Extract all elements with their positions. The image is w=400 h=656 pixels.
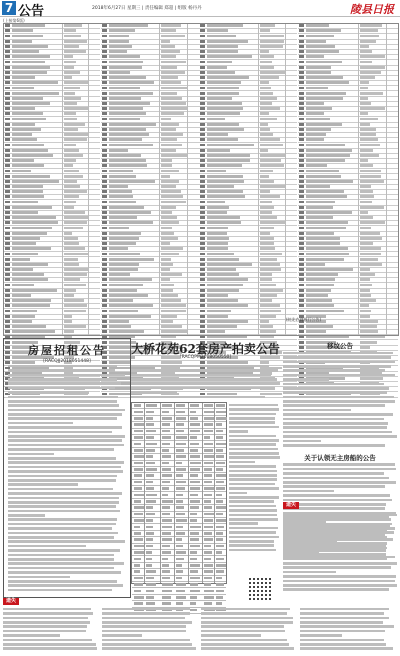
text-line — [229, 426, 279, 429]
text-line — [283, 527, 395, 530]
lost-notice-column — [300, 606, 394, 652]
text-line — [283, 584, 397, 587]
lost-notice-column — [201, 606, 295, 652]
text-line — [8, 523, 116, 526]
text-line — [283, 400, 395, 403]
text-line — [3, 630, 86, 633]
text-line — [229, 470, 277, 473]
text-line — [300, 612, 384, 615]
date-line: 2018年6月27日 星期三 | 责任编辑 郑超 | 组版 杨丹丹 — [92, 6, 202, 11]
text-line — [283, 545, 386, 548]
text-line — [229, 408, 279, 411]
text-line — [8, 505, 116, 508]
text-line — [283, 431, 392, 434]
text-line — [229, 413, 276, 416]
auction-property-table — [131, 402, 227, 584]
text-line — [102, 612, 190, 615]
text-line — [8, 422, 73, 425]
text-line — [283, 387, 389, 390]
text-line — [229, 531, 276, 534]
page-header — [0, 0, 400, 17]
text-line — [283, 580, 395, 583]
text-line — [283, 523, 392, 526]
text-line — [8, 540, 125, 543]
rental-notice-body — [8, 363, 126, 593]
text-line — [131, 365, 269, 368]
text-line — [3, 612, 93, 615]
text-line — [229, 443, 276, 446]
text-line — [8, 536, 114, 539]
text-line — [8, 378, 117, 381]
text-line — [3, 621, 90, 624]
text-line — [102, 621, 192, 624]
text-line — [283, 383, 384, 386]
text-line — [3, 639, 92, 642]
rental-notice-title: 房屋招租公告 — [28, 344, 106, 357]
text-line — [229, 435, 276, 438]
newspaper-logo: 陵县日报 — [350, 3, 394, 16]
text-line — [283, 409, 351, 412]
text-line — [8, 514, 45, 517]
text-line — [283, 566, 391, 569]
text-line — [8, 501, 119, 504]
text-line — [8, 554, 114, 557]
text-line — [229, 465, 276, 468]
text-line — [229, 492, 247, 495]
text-line — [201, 612, 287, 615]
text-line — [8, 488, 113, 491]
text-line — [8, 453, 54, 456]
text-line — [283, 518, 391, 521]
text-line — [283, 361, 395, 364]
text-line — [229, 456, 280, 459]
auction-notice-code: [RACQPM2018050550] — [179, 355, 232, 360]
text-line — [8, 391, 89, 394]
text-line — [8, 466, 121, 469]
lost-notice-banner-bottom: 遗失 — [3, 598, 19, 605]
text-line — [229, 439, 279, 442]
text-line — [8, 413, 122, 416]
unclaimed-boat-title: 关于认领无主房船的公告 — [304, 453, 376, 462]
text-line — [8, 479, 116, 482]
announcement-table — [3, 23, 399, 336]
text-line — [8, 545, 86, 548]
text-line — [8, 382, 121, 385]
text-line — [8, 426, 122, 429]
text-line — [229, 487, 279, 490]
text-line — [229, 500, 274, 503]
text-line — [8, 470, 123, 473]
text-line — [229, 514, 277, 517]
qr-code — [249, 576, 273, 600]
text-line — [229, 540, 274, 543]
text-line — [201, 608, 290, 611]
auction-notice — [131, 338, 280, 594]
text-line — [229, 544, 274, 547]
text-line — [283, 396, 394, 399]
text-line — [283, 369, 385, 372]
text-line — [283, 435, 397, 438]
text-line — [283, 558, 387, 561]
text-line — [102, 625, 186, 628]
text-line — [201, 617, 293, 620]
text-line — [283, 426, 387, 429]
text-line — [229, 430, 248, 433]
lost-notices-bottom — [3, 606, 397, 654]
text-line — [229, 474, 277, 477]
text-line — [300, 608, 389, 611]
table-footer-note: (皖北农商银行公告) — [286, 317, 322, 322]
text-line — [8, 532, 118, 535]
text-line — [8, 404, 119, 407]
text-line — [283, 562, 397, 565]
text-line — [8, 527, 112, 530]
text-line — [300, 621, 383, 624]
text-line — [283, 378, 329, 381]
grave-relocation-title: 移坟公告 — [327, 342, 353, 350]
text-line — [283, 588, 389, 591]
text-line — [8, 510, 120, 513]
text-line — [201, 621, 293, 624]
text-line — [131, 374, 271, 377]
text-line — [201, 639, 287, 642]
text-line — [131, 369, 278, 372]
text-line — [300, 625, 394, 628]
text-line — [300, 630, 385, 633]
lost-notices-right — [283, 512, 397, 593]
text-line — [131, 378, 277, 381]
text-line — [8, 492, 122, 495]
text-line — [283, 413, 393, 416]
text-line — [229, 404, 278, 407]
text-line — [8, 457, 116, 460]
text-line — [283, 422, 388, 425]
text-line — [3, 608, 91, 611]
text-line — [283, 418, 384, 421]
text-line — [8, 567, 114, 570]
rental-notice — [3, 338, 131, 598]
text-line — [8, 576, 70, 579]
text-line — [283, 472, 384, 475]
table-column — [101, 24, 199, 335]
text-line — [8, 396, 118, 399]
text-line — [102, 634, 142, 637]
text-line — [283, 499, 392, 502]
text-line — [8, 431, 112, 434]
text-line — [3, 625, 87, 628]
lost-notice-column — [3, 606, 97, 652]
text-line — [8, 439, 122, 442]
table-column — [4, 24, 100, 335]
text-line — [8, 549, 120, 552]
text-line — [229, 421, 275, 424]
auction-notice-terms — [229, 402, 280, 553]
text-line — [229, 478, 277, 481]
text-line — [8, 584, 123, 587]
text-line — [283, 531, 394, 534]
text-line — [283, 481, 396, 484]
text-line — [300, 634, 342, 637]
lost-notice-banner: 遗失 — [283, 502, 299, 509]
auction-notice-intro — [131, 363, 280, 400]
text-line — [201, 643, 289, 646]
text-line — [283, 444, 385, 447]
text-line — [8, 558, 114, 561]
text-line — [131, 382, 272, 385]
text-line — [283, 374, 395, 377]
text-line — [3, 643, 96, 646]
text-line — [229, 549, 276, 552]
text-line — [8, 369, 115, 372]
text-line — [3, 647, 97, 650]
text-line — [8, 448, 114, 451]
text-line — [229, 527, 278, 530]
text-line — [300, 643, 386, 646]
text-line — [229, 522, 258, 525]
text-line — [8, 417, 117, 420]
text-line — [8, 387, 115, 390]
text-line — [131, 391, 177, 394]
table-column — [199, 24, 297, 335]
grave-relocation-body — [283, 352, 397, 447]
text-line — [283, 391, 387, 394]
text-line — [229, 509, 277, 512]
lost-notice-column — [102, 606, 196, 652]
text-line — [201, 634, 261, 637]
text-line — [8, 475, 117, 478]
text-line — [201, 625, 284, 628]
text-line — [8, 400, 117, 403]
text-line — [8, 518, 117, 521]
text-line — [300, 647, 393, 650]
text-line — [229, 496, 279, 499]
continued-note: (上接第6版) — [3, 18, 25, 23]
text-line — [229, 518, 278, 521]
text-line — [283, 575, 396, 578]
section-title: 公告 — [18, 4, 45, 19]
text-line — [283, 514, 397, 517]
text-line — [283, 463, 395, 466]
text-line — [8, 409, 125, 412]
text-line — [283, 356, 391, 359]
text-line — [3, 634, 60, 637]
text-line — [229, 417, 275, 420]
text-line — [229, 448, 278, 451]
text-line — [102, 617, 185, 620]
text-line — [102, 639, 190, 642]
text-line — [8, 562, 124, 565]
page-number: 7 — [2, 1, 16, 15]
rental-notice-code: [RACQJJ2018051448] — [43, 359, 91, 364]
table-column — [298, 24, 398, 335]
text-line — [229, 536, 279, 539]
text-line — [300, 617, 389, 620]
text-line — [283, 477, 389, 480]
text-line — [229, 461, 255, 464]
text-line — [8, 461, 124, 464]
text-line — [229, 452, 279, 455]
text-line — [283, 365, 391, 368]
text-line — [283, 549, 386, 552]
text-line — [300, 639, 384, 642]
text-line — [3, 617, 88, 620]
text-line — [283, 404, 385, 407]
auction-notice-title: 大桥花苑62套房产拍卖公告 — [131, 342, 280, 356]
text-line — [102, 630, 186, 633]
text-line — [229, 505, 276, 508]
text-line — [131, 396, 265, 399]
text-line — [283, 553, 386, 556]
text-line — [283, 485, 385, 488]
text-line — [283, 468, 396, 471]
text-line — [131, 387, 269, 390]
text-line — [8, 497, 119, 500]
text-line — [8, 483, 78, 486]
text-line — [102, 643, 192, 646]
text-line — [283, 352, 393, 355]
text-line — [8, 435, 125, 438]
text-line — [201, 647, 294, 650]
text-line — [8, 374, 125, 377]
text-line — [229, 483, 275, 486]
text-line — [283, 536, 387, 539]
text-line — [283, 490, 334, 493]
text-line — [102, 647, 196, 650]
text-line — [102, 608, 190, 611]
text-line — [283, 571, 336, 574]
text-line — [201, 630, 285, 633]
text-line — [8, 365, 117, 368]
text-line — [283, 494, 390, 497]
text-line — [283, 540, 337, 543]
text-line — [283, 440, 321, 443]
text-line — [8, 580, 117, 583]
text-line — [8, 444, 124, 447]
text-line — [8, 589, 112, 592]
text-line — [8, 571, 121, 574]
